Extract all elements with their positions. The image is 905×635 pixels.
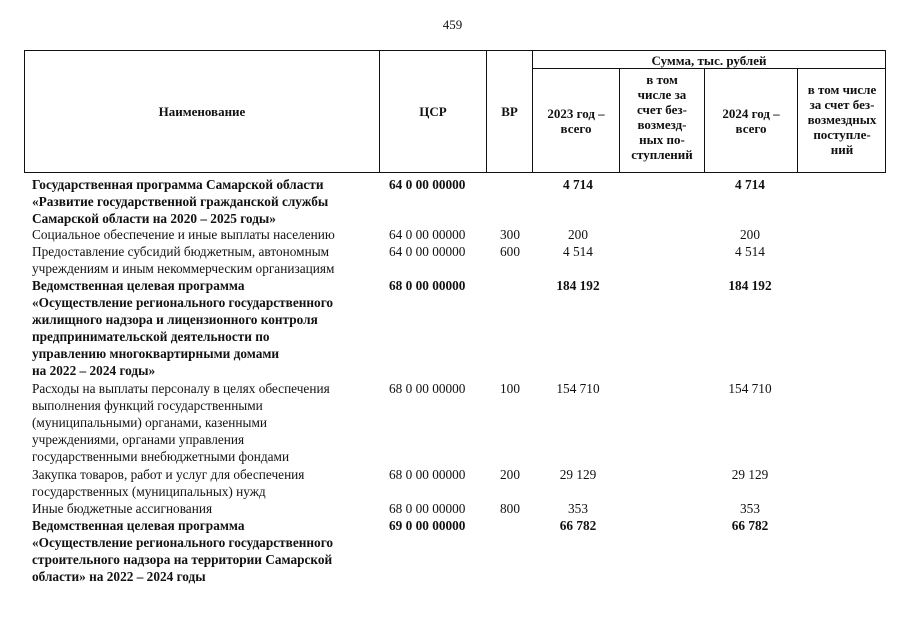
- row-csr: 64 0 00 00000: [389, 244, 466, 259]
- row-vr: 200: [500, 467, 520, 482]
- row-2023: 29 129: [559, 467, 597, 482]
- page-number: 459: [442, 17, 463, 32]
- row-2023: 4 514: [563, 244, 593, 259]
- row-2023: 353: [568, 501, 588, 516]
- header-2023-free: в том числе за счет без- возмезд- ных по- ступлений: [631, 72, 693, 162]
- row-name: Предоставление субсидий бюджетным, автономным учреждениям и иным некоммерческим организациям: [32, 244, 335, 276]
- header-name: Наименование: [158, 104, 246, 119]
- header-2024-total: 2024 год – всего: [722, 106, 780, 136]
- row-name: Расходы на выплаты персоналу в целях обеспечения выполнения функций государственными (муниципальными) органами, казенными учреждениями, органами управления государственными внебюджетными фондами: [32, 381, 330, 464]
- row-csr: 69 0 00 00000: [389, 518, 466, 533]
- row-name: Ведомственная целевая программа «Осуществление регионального государственного строительного надзора на территории Самарской области» на 2022 – 2024 годы: [32, 518, 334, 584]
- row-csr: 64 0 00 00000: [389, 227, 466, 242]
- row-name: Государственная программа Самарской области «Развитие государственной гражданской службы Самарской области на 2020 – 2025 годы»: [32, 177, 329, 226]
- row-2024: 66 782: [731, 518, 769, 533]
- row-name: Ведомственная целевая программа «Осуществление регионального государственного жилищного надзора и лицензионного контроля предпринимательской деятельности по управлению многоквартирными домами на 2022 – 2024 годы»: [32, 278, 334, 378]
- header-csr: ЦСР: [419, 104, 447, 119]
- header-sum: Сумма, тыс. рублей: [651, 53, 767, 68]
- row-2024: 154 710: [728, 381, 772, 396]
- row-vr: 300: [500, 227, 520, 242]
- row-name: Закупка товаров, работ и услуг для обеспечения государственных (муниципальных) нужд: [32, 467, 305, 499]
- row-csr: 68 0 00 00000: [389, 501, 466, 516]
- header-2023-total: 2023 год – всего: [547, 106, 605, 136]
- row-csr: 68 0 00 00000: [389, 278, 466, 293]
- row-2023: 4 714: [563, 177, 593, 192]
- header-2024-free: в том числе за счет без- возмездных поступле- ний: [807, 82, 877, 157]
- row-vr: 600: [500, 244, 520, 259]
- row-2023: 66 782: [559, 518, 597, 533]
- row-2024: 353: [740, 501, 760, 516]
- row-name: Социальное обеспечение и иные выплаты населению: [32, 227, 335, 242]
- row-2024: 200: [740, 227, 760, 242]
- row-2024: 29 129: [731, 467, 769, 482]
- row-name: Иные бюджетные ассигнования: [32, 501, 213, 516]
- row-csr: 68 0 00 00000: [389, 467, 466, 482]
- row-2024: 4 514: [735, 244, 765, 259]
- row-2024: 184 192: [728, 278, 772, 293]
- row-csr: 68 0 00 00000: [389, 381, 466, 396]
- row-csr: 64 0 00 00000: [389, 177, 466, 192]
- row-2023: 200: [568, 227, 588, 242]
- header-vr: ВР: [501, 104, 518, 119]
- row-vr: 800: [500, 501, 520, 516]
- row-2023: 184 192: [556, 278, 600, 293]
- row-2024: 4 714: [735, 177, 765, 192]
- row-vr: 100: [500, 381, 520, 396]
- row-2023: 154 710: [556, 381, 600, 396]
